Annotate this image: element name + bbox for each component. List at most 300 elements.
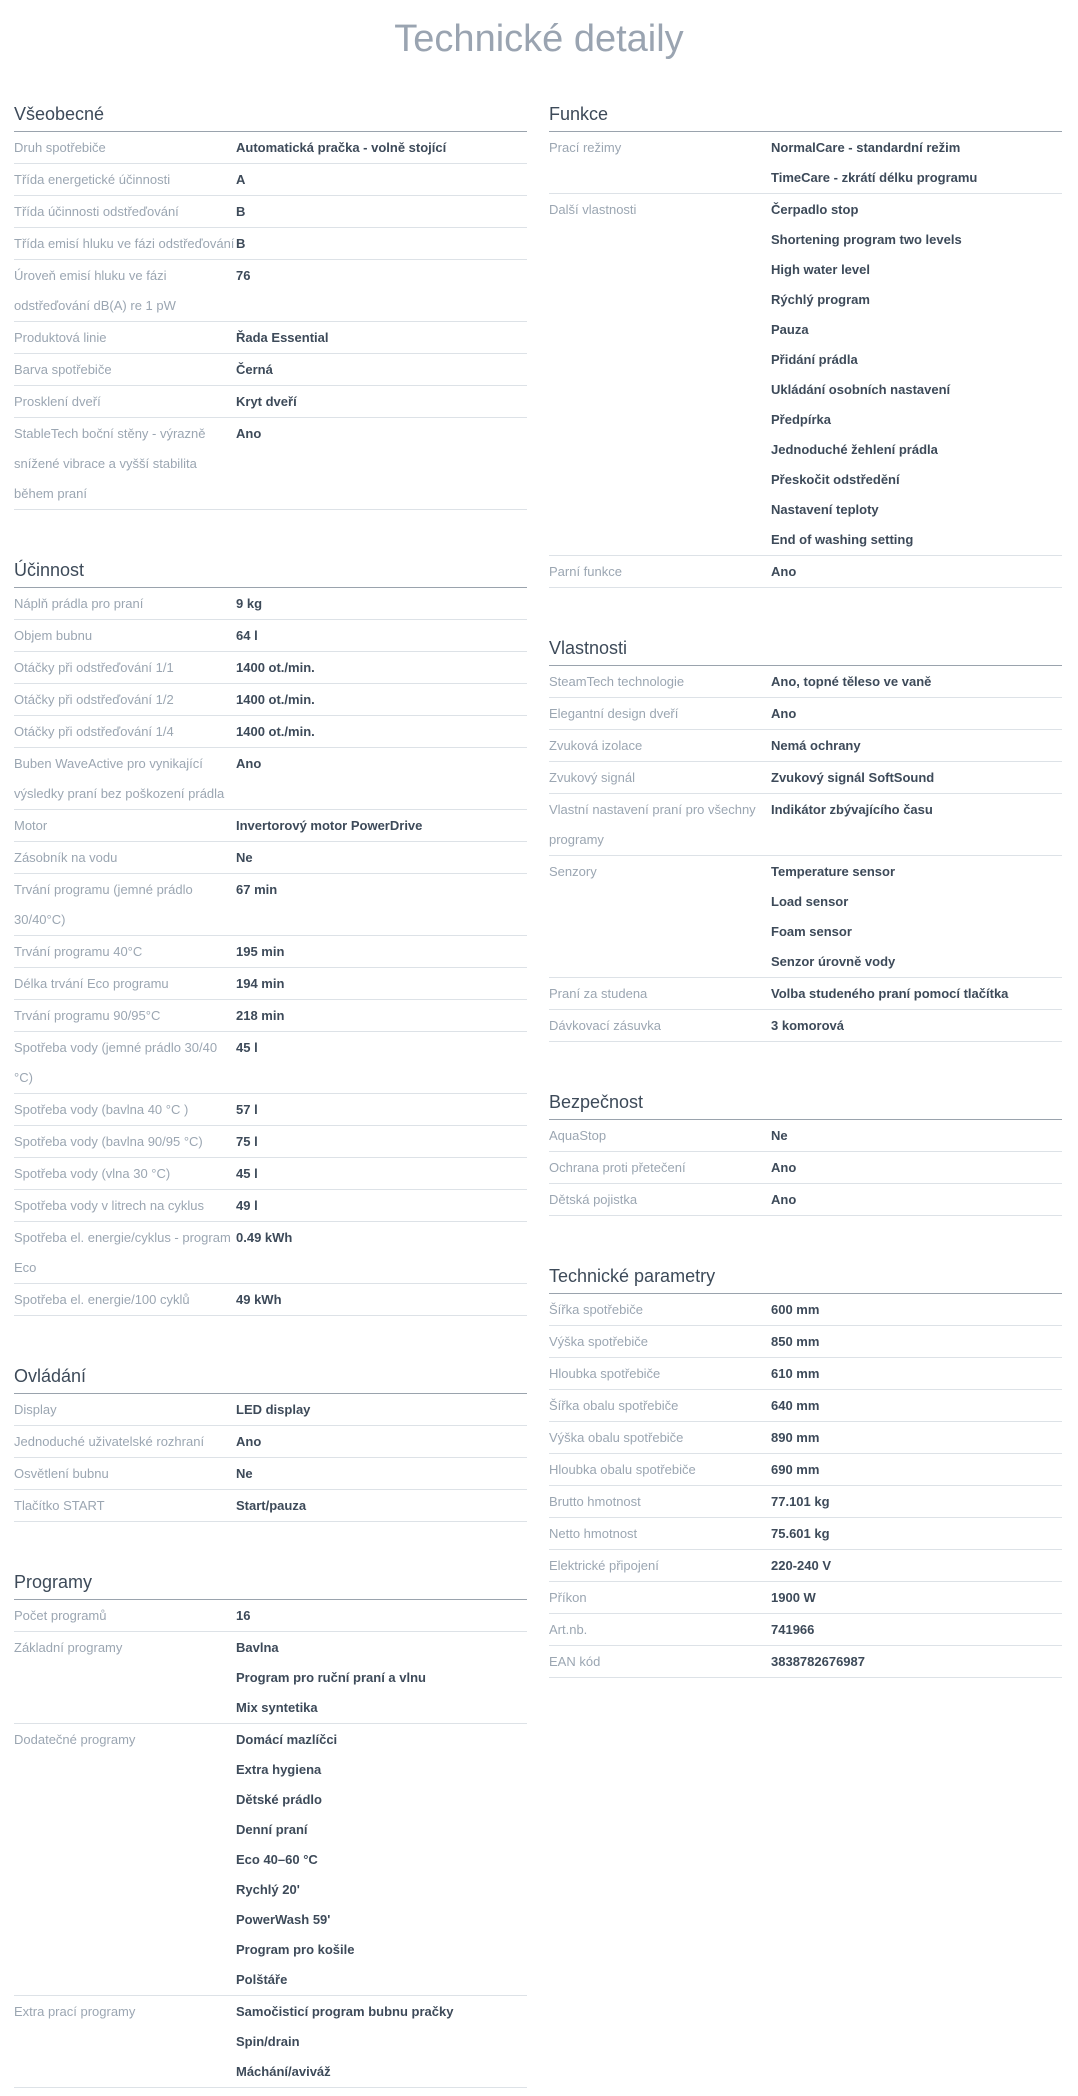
spec-label: Počet programů — [14, 1608, 107, 1623]
spec-row — [14, 1632, 527, 1724]
spec-value: Load sensor — [771, 894, 849, 909]
section-programy — [14, 1568, 527, 2088]
spec-values — [771, 1582, 1062, 1613]
spec-row — [549, 1646, 1062, 1678]
spec-label: Hloubka obalu spotřebiče — [549, 1462, 696, 1477]
spec-label: Třída emisí hluku ve fázi odstřeďování — [14, 236, 235, 251]
spec-row — [14, 418, 527, 510]
spec-value: B — [236, 204, 246, 219]
spec-label: Náplň prádla pro praní — [14, 596, 144, 611]
spec-value: Ano — [771, 706, 797, 721]
spec-label: Vlastní nastavení praní pro všechny programy — [549, 802, 756, 847]
section-title: Bezpečnost — [549, 1092, 644, 1112]
spec-values — [771, 698, 1062, 729]
spec-label: Elektrické připojení — [549, 1558, 659, 1573]
spec-row — [549, 1152, 1062, 1184]
spec-row — [14, 1490, 527, 1522]
spec-values — [771, 666, 1062, 697]
section-spacer — [549, 588, 1062, 634]
spec-label: Třída účinnosti odstřeďování — [14, 204, 179, 219]
spec-label: Délka trvání Eco programu — [14, 976, 169, 991]
spec-label: Spotřeba vody (bavlna 90/95 °C) — [14, 1134, 203, 1149]
spec-value: End of washing setting — [771, 532, 914, 547]
spec-value: 195 min — [236, 944, 285, 959]
spec-values — [771, 1454, 1062, 1485]
spec-label: Motor — [14, 818, 48, 833]
spec-values — [236, 260, 527, 321]
left-column — [14, 100, 527, 2088]
spec-value: 850 mm — [771, 1334, 820, 1349]
spec-value: Ne — [236, 1466, 253, 1481]
spec-row — [549, 1390, 1062, 1422]
spec-value: Rychlý 20' — [236, 1882, 300, 1897]
spec-values — [236, 322, 527, 353]
section-spacer — [14, 1316, 527, 1362]
spec-values — [771, 1358, 1062, 1389]
spec-value: A — [236, 172, 246, 187]
spec-value: 16 — [236, 1608, 251, 1623]
spec-value: PowerWash 59' — [236, 1912, 331, 1927]
spec-value: 45 l — [236, 1166, 258, 1181]
spec-row — [14, 620, 527, 652]
section-funkce — [549, 100, 1062, 588]
spec-values — [236, 1190, 527, 1221]
spec-values — [771, 730, 1062, 761]
spec-row — [14, 1996, 527, 2088]
spec-value: 690 mm — [771, 1462, 820, 1477]
spec-row — [549, 1422, 1062, 1454]
spec-label: Otáčky při odstřeďování 1/2 — [14, 692, 174, 707]
spec-label: Elegantní design dveří — [549, 706, 679, 721]
spec-label: Spotřeba vody v litrech na cyklus — [14, 1198, 205, 1213]
spec-label: Spotřeba el. energie/100 cyklů — [14, 1292, 190, 1307]
spec-values — [771, 194, 1062, 555]
spec-value: 640 mm — [771, 1398, 820, 1413]
spec-values — [771, 794, 1062, 855]
spec-label: Produktová linie — [14, 330, 107, 345]
spec-label: Trvání programu 40°C — [14, 944, 143, 959]
spec-row — [14, 716, 527, 748]
spec-values — [236, 684, 527, 715]
spec-values — [236, 418, 527, 509]
spec-value: 3838782676987 — [771, 1654, 865, 1669]
section-title: Ovládání — [14, 1366, 87, 1386]
spec-values — [771, 1390, 1062, 1421]
spec-value: Temperature sensor — [771, 864, 896, 879]
spec-values — [236, 164, 527, 195]
spec-value: Rýchlý program — [771, 292, 870, 307]
spec-label: Dětská pojistka — [549, 1192, 638, 1207]
spec-value: Kryt dveří — [236, 394, 297, 409]
spec-label: Tlačítko START — [14, 1498, 105, 1513]
spec-values — [771, 978, 1062, 1009]
section-title: Technické parametry — [549, 1266, 716, 1286]
spec-row — [549, 1358, 1062, 1390]
spec-label: Zvukový signál — [549, 770, 635, 785]
spec-values — [236, 354, 527, 385]
spec-value: Ano — [771, 1192, 797, 1207]
spec-row — [14, 1426, 527, 1458]
spec-label: Barva spotřebiče — [14, 362, 112, 377]
spec-value: 76 — [236, 268, 251, 283]
spec-values — [236, 1032, 527, 1093]
spec-row — [14, 1000, 527, 1032]
spec-label: Další vlastnosti — [549, 202, 637, 217]
spec-row — [14, 164, 527, 196]
spec-label: Otáčky při odstřeďování 1/1 — [14, 660, 174, 675]
spec-values — [236, 936, 527, 967]
spec-label: Otáčky při odstřeďování 1/4 — [14, 724, 174, 739]
spec-value: Samočisticí program bubnu pračky — [236, 2004, 454, 2019]
section-title: Funkce — [549, 104, 609, 124]
spec-values — [236, 874, 527, 935]
spec-row — [14, 588, 527, 620]
spec-row — [14, 1032, 527, 1094]
section-ovladani — [14, 1362, 527, 1522]
spec-value: Nastavení teploty — [771, 502, 879, 517]
spec-row — [14, 1190, 527, 1222]
spec-values — [771, 1184, 1062, 1215]
spec-values — [771, 762, 1062, 793]
section-vlastnosti — [549, 634, 1062, 1042]
spec-value: Invertorový motor PowerDrive — [236, 818, 423, 833]
spec-values — [236, 810, 527, 841]
spec-label: Úroveň emisí hluku ve fázi odstřeďování dB(A) re 1 pW — [14, 268, 176, 313]
spec-label: Třída energetické účinnosti — [14, 172, 171, 187]
spec-values — [236, 968, 527, 999]
spec-value: Dětské prádlo — [236, 1792, 322, 1807]
spec-row — [14, 196, 527, 228]
spec-values — [771, 1294, 1062, 1325]
spec-value: 220-240 V — [771, 1558, 831, 1573]
section-spacer — [549, 1216, 1062, 1262]
spec-value: Ano — [236, 1434, 262, 1449]
spec-value: Indikátor zbývajícího času — [771, 802, 933, 817]
spec-values — [771, 1550, 1062, 1581]
spec-value: 67 min — [236, 882, 278, 897]
spec-value: 0.49 kWh — [236, 1230, 293, 1245]
spec-label: Buben WaveActive pro vynikající výsledky praní bez poškození prádla — [14, 756, 225, 801]
spec-row — [549, 1518, 1062, 1550]
spec-row — [549, 666, 1062, 698]
spec-values — [236, 1600, 527, 1631]
spec-row — [14, 228, 527, 260]
spec-value: Ukládání osobních nastavení — [771, 382, 951, 397]
spec-row — [14, 354, 527, 386]
spec-value: Černá — [236, 362, 273, 377]
spec-row — [549, 730, 1062, 762]
spec-row — [14, 1284, 527, 1316]
spec-row — [549, 1120, 1062, 1152]
spec-values — [771, 1120, 1062, 1151]
spec-label: Šířka spotřebiče — [549, 1302, 643, 1317]
spec-label: SteamTech technologie — [549, 674, 685, 689]
section-title: Účinnost — [14, 560, 85, 580]
spec-row — [14, 322, 527, 354]
spec-values — [236, 748, 527, 809]
spec-value: Shortening program two levels — [771, 232, 962, 247]
spec-value: 1400 ot./min. — [236, 660, 315, 675]
spec-value: Spin/drain — [236, 2034, 300, 2049]
spec-value: 77.101 kg — [771, 1494, 830, 1509]
spec-value: Jednoduché žehlení prádla — [771, 442, 938, 457]
spec-row — [14, 684, 527, 716]
spec-label: Prosklení dveří — [14, 394, 101, 409]
spec-value: Program pro košile — [236, 1942, 355, 1957]
spec-row — [549, 1582, 1062, 1614]
spec-values — [771, 1422, 1062, 1453]
spec-row — [14, 968, 527, 1000]
spec-value: Ne — [771, 1128, 788, 1143]
spec-label: Spotřeba vody (vlna 30 °C) — [14, 1166, 171, 1181]
right-column — [549, 100, 1062, 1678]
spec-label: Osvětlení bubnu — [14, 1466, 109, 1481]
spec-label: Extra prací programy — [14, 2004, 136, 2019]
spec-label: Základní programy — [14, 1640, 123, 1655]
spec-row — [14, 260, 527, 322]
spec-values — [771, 1152, 1062, 1183]
spec-value: Přeskočit odstředění — [771, 472, 900, 487]
page-title: Technické detaily — [394, 18, 684, 60]
spec-row — [549, 1486, 1062, 1518]
spec-label: Druh spotřebiče — [14, 140, 106, 155]
spec-value: 45 l — [236, 1040, 258, 1055]
spec-values — [771, 1646, 1062, 1677]
spec-values — [236, 652, 527, 683]
spec-value: Řada Essential — [236, 330, 329, 345]
section-title: Programy — [14, 1572, 93, 1592]
spec-label: Ochrana proti přetečení — [549, 1160, 686, 1175]
spec-row — [14, 842, 527, 874]
spec-value: Denní praní — [236, 1822, 308, 1837]
spec-value: 890 mm — [771, 1430, 820, 1445]
section-technicke-parametry — [549, 1262, 1062, 1678]
spec-value: Automatická pračka - volně stojící — [236, 140, 447, 155]
spec-row — [14, 1094, 527, 1126]
spec-values — [236, 1126, 527, 1157]
spec-row — [14, 652, 527, 684]
spec-value: Domácí mazlíčci — [236, 1732, 338, 1747]
spec-values — [236, 842, 527, 873]
spec-label: Praní za studena — [549, 986, 648, 1001]
spec-values — [771, 1614, 1062, 1645]
spec-values — [236, 1724, 527, 1995]
spec-value: Čerpadlo stop — [771, 202, 859, 217]
spec-value: 64 l — [236, 628, 258, 643]
spec-value: Bavlna — [236, 1640, 279, 1655]
spec-value: 75.601 kg — [771, 1526, 830, 1541]
spec-value: Senzor úrovně vody — [771, 954, 896, 969]
spec-values — [771, 1518, 1062, 1549]
spec-row — [549, 978, 1062, 1010]
spec-values — [236, 1996, 527, 2087]
spec-values — [236, 1458, 527, 1489]
spec-values — [236, 132, 527, 163]
spec-label: EAN kód — [549, 1654, 601, 1669]
spec-value: 57 l — [236, 1102, 258, 1117]
spec-values — [236, 1094, 527, 1125]
spec-label: Výška obalu spotřebiče — [549, 1430, 684, 1445]
spec-label: StableTech boční stěny - výrazně snížené vibrace a vyšší stabilita během praní — [14, 426, 206, 501]
spec-values — [236, 1632, 527, 1723]
spec-label: Výška spotřebiče — [549, 1334, 648, 1349]
spec-label: Šířka obalu spotřebiče — [549, 1398, 679, 1413]
spec-value: TimeCare - zkrátí délku programu — [771, 170, 978, 185]
spec-row — [549, 856, 1062, 978]
spec-row — [14, 874, 527, 936]
spec-value: 1400 ot./min. — [236, 692, 315, 707]
spec-values — [771, 1326, 1062, 1357]
spec-value: Nemá ochrany — [771, 738, 861, 753]
section-spacer — [14, 1522, 527, 1568]
spec-label: Dávkovací zásuvka — [549, 1018, 661, 1033]
spec-values — [236, 1394, 527, 1425]
spec-value: Ano — [771, 1160, 797, 1175]
spec-values — [236, 1158, 527, 1189]
spec-label: Spotřeba vody (bavlna 40 °C ) — [14, 1102, 189, 1117]
spec-value: Start/pauza — [236, 1498, 307, 1513]
spec-value: 218 min — [236, 1008, 285, 1023]
spec-value: Foam sensor — [771, 924, 852, 939]
spec-value: 49 l — [236, 1198, 258, 1213]
section-bezpecnost — [549, 1088, 1062, 1216]
spec-label: Jednoduché uživatelské rozhraní — [14, 1434, 205, 1449]
section-title: Všeobecné — [14, 104, 105, 124]
section-spacer — [549, 1042, 1062, 1088]
spec-row — [14, 810, 527, 842]
spec-value: 9 kg — [236, 596, 263, 611]
spec-label: Brutto hmotnost — [549, 1494, 641, 1509]
spec-values — [771, 1010, 1062, 1041]
spec-row — [14, 1158, 527, 1190]
spec-values — [236, 228, 527, 259]
spec-row — [14, 936, 527, 968]
spec-value: Program pro ruční praní a vlnu — [236, 1670, 426, 1685]
spec-row — [549, 762, 1062, 794]
spec-label: Hloubka spotřebiče — [549, 1366, 661, 1381]
spec-row — [14, 1458, 527, 1490]
spec-row — [14, 386, 527, 418]
spec-label: Dodatečné programy — [14, 1732, 136, 1747]
spec-label: Display — [14, 1402, 57, 1417]
spec-values — [771, 132, 1062, 193]
spec-value: Ano, topné těleso ve vaně — [771, 674, 932, 689]
spec-values — [236, 1222, 527, 1283]
spec-value: Ano — [771, 564, 797, 579]
spec-row — [549, 556, 1062, 588]
spec-row — [14, 1222, 527, 1284]
spec-row — [14, 748, 527, 810]
spec-value: Předpírka — [771, 412, 831, 427]
spec-values — [236, 716, 527, 747]
spec-values — [236, 1284, 527, 1315]
spec-value: 1400 ot./min. — [236, 724, 315, 739]
spec-label: Trvání programu 90/95°C — [14, 1008, 161, 1023]
spec-value: B — [236, 236, 246, 251]
spec-values — [236, 196, 527, 227]
spec-label: Parní funkce — [549, 564, 622, 579]
spec-label: Příkon — [549, 1590, 587, 1605]
spec-value: High water level — [771, 262, 870, 277]
spec-row — [549, 132, 1062, 194]
spec-value: 49 kWh — [236, 1292, 282, 1307]
spec-row — [549, 1454, 1062, 1486]
spec-value: Extra hygiena — [236, 1762, 322, 1777]
spec-label: Netto hmotnost — [549, 1526, 638, 1541]
spec-label: Prací režimy — [549, 140, 622, 155]
spec-value: 1900 W — [771, 1590, 816, 1605]
spec-value: 600 mm — [771, 1302, 820, 1317]
spec-value: Ne — [236, 850, 253, 865]
spec-row — [14, 1724, 527, 1996]
spec-row — [14, 1394, 527, 1426]
spec-value: Ano — [236, 426, 262, 441]
spec-values — [771, 1486, 1062, 1517]
spec-value: 741966 — [771, 1622, 815, 1637]
spec-value: LED display — [236, 1402, 311, 1417]
section-vseobecne — [14, 100, 527, 510]
spec-label: Zvuková izolace — [549, 738, 643, 753]
section-title: Vlastnosti — [549, 638, 628, 658]
spec-label: Zásobník na vodu — [14, 850, 118, 865]
spec-label: Art.nb. — [549, 1622, 588, 1637]
spec-value: 194 min — [236, 976, 285, 991]
spec-row — [549, 1614, 1062, 1646]
spec-row — [549, 698, 1062, 730]
spec-values — [771, 856, 1062, 977]
spec-value: Volba studeného praní pomocí tlačítka — [771, 986, 1009, 1001]
spec-value: 75 l — [236, 1134, 258, 1149]
spec-label: Senzory — [549, 864, 597, 879]
spec-values — [771, 556, 1062, 587]
spec-value: Ano — [236, 756, 262, 771]
spec-values — [236, 588, 527, 619]
spec-value: Polštáře — [236, 1972, 288, 1987]
spec-value: Máchání/aviváž — [236, 2064, 331, 2079]
spec-label: AquaStop — [549, 1128, 607, 1143]
spec-label: Spotřeba vody (jemné prádlo 30/40 °C) — [14, 1040, 218, 1085]
spec-row — [549, 1184, 1062, 1216]
spec-value: Eco 40–60 °C — [236, 1852, 318, 1867]
spec-values — [236, 1426, 527, 1457]
spec-label: Trvání programu (jemné prádlo 30/40°C) — [14, 882, 193, 927]
spec-values — [236, 1000, 527, 1031]
spec-label: Spotřeba el. energie/cyklus - program Eco — [14, 1230, 231, 1275]
spec-value: 610 mm — [771, 1366, 820, 1381]
section-spacer — [14, 510, 527, 556]
spec-row — [549, 794, 1062, 856]
spec-row — [549, 1550, 1062, 1582]
spec-value: Pauza — [771, 322, 809, 337]
spec-value: 3 komorová — [771, 1018, 844, 1033]
spec-row — [549, 1010, 1062, 1042]
spec-value: NormalCare - standardní režim — [771, 140, 961, 155]
spec-row — [549, 1294, 1062, 1326]
spec-label: Objem bubnu — [14, 628, 93, 643]
spec-values — [236, 1490, 527, 1521]
spec-value: Zvukový signál SoftSound — [771, 770, 935, 785]
spec-value: Přidání prádla — [771, 352, 858, 367]
spec-row — [549, 194, 1062, 556]
spec-row — [14, 1600, 527, 1632]
spec-row — [14, 132, 527, 164]
spec-values — [236, 620, 527, 651]
section-ucinnost — [14, 556, 527, 1316]
spec-values — [236, 386, 527, 417]
spec-row — [549, 1326, 1062, 1358]
spec-value: Mix syntetika — [236, 1700, 318, 1715]
spec-row — [14, 1126, 527, 1158]
